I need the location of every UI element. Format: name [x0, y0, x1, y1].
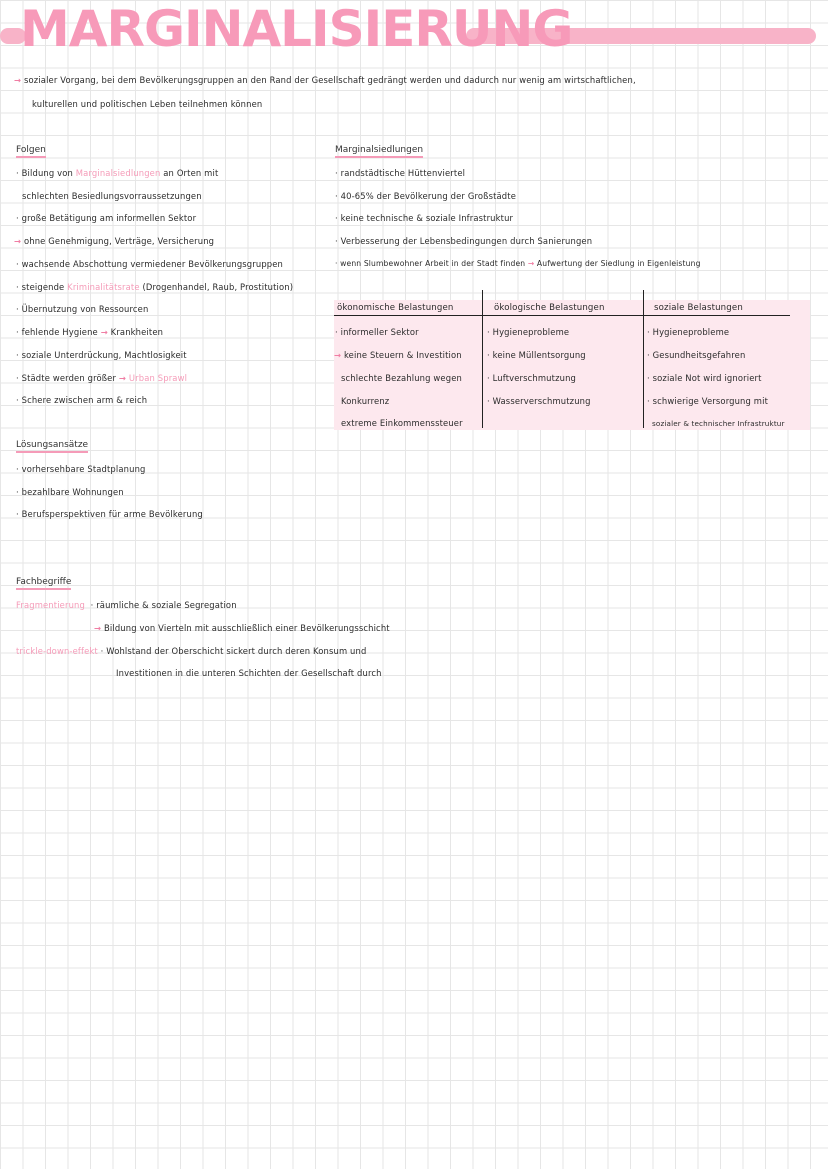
loesung-item: · Berufsperspektiven für arme Bevölkerung	[16, 509, 203, 519]
table-cell: · Hygieneprobleme	[487, 327, 570, 337]
marginal-item: · keine technische & soziale Infrastruktur	[335, 213, 514, 223]
table-cell: · soziale Not wird ignoriert	[647, 373, 762, 383]
loesungsansaetze-heading: Lösungsansätze	[16, 440, 88, 453]
loesung-item: · bezahlbare Wohnungen	[16, 487, 124, 497]
loesung-item: · vorhersehbare Stadtplanung	[16, 464, 146, 474]
page-title: MARGINALISIERUNG	[20, 0, 573, 58]
marginal-item: · wenn Slumbewohner Arbeit in der Stadt finden → Aufwertung der Siedlung in Eigenleistung	[335, 259, 701, 268]
arrow-icon: →	[118, 373, 127, 383]
table-cell: · Wasserverschmutzung	[487, 396, 591, 406]
table-cell: → keine Steuern & Investition	[334, 350, 462, 360]
table-divider-2	[643, 290, 644, 428]
folgen-item: · fehlende Hygiene → Krankheiten	[16, 327, 164, 337]
folgen-item-cont: schlechten Besiedlungsvorraussetzungen	[22, 191, 202, 201]
arrow-icon: →	[334, 350, 342, 360]
table-cell: · keine Müllentsorgung	[487, 350, 586, 360]
table-cell: · informeller Sektor	[335, 327, 419, 337]
folgen-item: · Schere zwischen arm & reich	[16, 395, 148, 405]
arrow-icon: →	[100, 327, 108, 337]
arrow-icon: →	[14, 75, 22, 85]
marginalsiedlungen-heading: Marginalsiedlungen	[335, 145, 423, 158]
table-cell: extreme Einkommenssteuer	[341, 418, 463, 428]
definition-line-2: kulturellen und politischen Leben teilnehmen können	[32, 99, 263, 109]
folgen-item: · steigende Kriminalitätsrate (Drogenhandel, Raub, Prostitution)	[16, 282, 294, 292]
folgen-item: · große Betätigung am informellen Sektor	[16, 213, 197, 223]
folgen-sub-item: → ohne Genehmigung, Verträge, Versicherung	[14, 236, 215, 246]
table-cell: schlechte Bezahlung wegen	[341, 373, 462, 383]
folgen-item: · Bildung von Marginalsiedlungen an Orten mit	[16, 168, 219, 178]
folgen-item: · soziale Unterdrückung, Machtlosigkeit	[16, 350, 187, 360]
table-cell: · Luftverschmutzung	[487, 373, 576, 383]
term-trickle-down-cont: Investitionen in die unteren Schichten der Gesellschaft durch	[116, 668, 382, 678]
table-cell: sozialer & technischer Infrastruktur	[652, 419, 785, 428]
marginal-item: · 40-65% der Bevölkerung der Großstädte	[335, 191, 517, 201]
folgen-item: · Städte werden größer → Urban Sprawl	[16, 373, 188, 383]
table-cell: Konkurrenz	[341, 396, 390, 406]
table-background	[334, 300, 810, 430]
term-fragmentierung: Fragmentierung · räumliche & soziale Segregation	[16, 600, 237, 610]
arrow-icon: →	[14, 236, 22, 246]
arrow-icon: →	[527, 259, 535, 268]
fachbegriffe-heading: Fachbegriffe	[16, 577, 71, 590]
table-cell: · Hygieneprobleme	[647, 327, 730, 337]
table-divider-1	[482, 290, 483, 428]
table-cell: · Gesundheitsgefahren	[647, 350, 746, 360]
term-fragmentierung-sub: → Bildung von Vierteln mit ausschließlich einer Bevölkerungsschicht	[94, 623, 390, 633]
term-trickle-down: trickle-down-effekt · Wohlstand der Oberschicht sickert durch deren Konsum und	[16, 646, 367, 656]
folgen-heading: Folgen	[16, 145, 46, 158]
table-header-oekologisch: ökologische Belastungen	[494, 303, 605, 313]
table-header-oekonomisch: ökonomische Belastungen	[337, 303, 454, 313]
folgen-item: · Übernutzung von Ressourcen	[16, 304, 149, 314]
table-header-sozial: soziale Belastungen	[654, 303, 743, 313]
definition-line-1: → sozialer Vorgang, bei dem Bevölkerungsgruppen an den Rand der Gesellschaft gedrängt werden und dadurch nur wenig am wirtschaftlichen,	[14, 75, 636, 85]
marginal-item: · randstädtische Hüttenviertel	[335, 168, 466, 178]
folgen-item: · wachsende Abschottung vermiedener Bevölkerungsgruppen	[16, 259, 284, 269]
arrow-icon: →	[94, 623, 102, 633]
table-cell: · schwierige Versorgung mit	[647, 396, 769, 406]
marginal-item: · Verbesserung der Lebensbedingungen durch Sanierungen	[335, 236, 593, 246]
table-header-line	[334, 315, 790, 316]
